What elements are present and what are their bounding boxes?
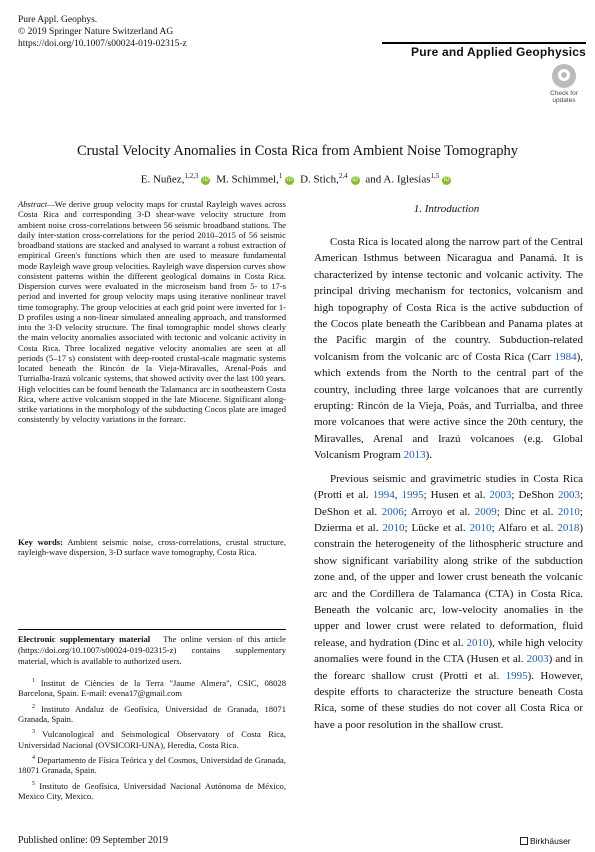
supplementary-material-note	[18, 629, 286, 667]
citation-link[interactable]: 2010	[557, 505, 580, 518]
citation-link[interactable]: 2003	[557, 489, 580, 502]
affiliation-number: 2	[32, 703, 35, 710]
citation-link[interactable]: 2003	[526, 653, 549, 666]
affiliation-item	[18, 702, 286, 725]
affiliation-text: Instituto de Geofísica, Universidad Nacional Autónoma de México, Mexico City, Mexico.	[18, 780, 286, 801]
paragraph-text: ,	[394, 489, 402, 502]
author-affiliation-marker: 1	[278, 172, 283, 180]
orcid-icon[interactable]: iD	[203, 176, 209, 183]
citation-link[interactable]: 1995	[401, 489, 424, 502]
affiliation-number: 4	[32, 755, 35, 762]
author-name: D. Stich,	[300, 173, 339, 186]
paragraph-text: ), which extends from the North to the central part of the country, including three large volcanoes that are currently erupting: Rincón de la Vieja, Poás, and Turrialba, and three more volcanoes that were active since the 20th century, the Miravalles, Arenal and Irazú volcanoes (e.g. Global Volcanism Program	[314, 350, 583, 462]
citation-link[interactable]: 2010	[466, 636, 489, 649]
affiliation-number: 1	[32, 678, 35, 684]
orcid-icon[interactable]: iD	[352, 176, 358, 183]
paragraph-text: ), while high velocity anomalies were found in the CTA (Husen et al.	[314, 636, 583, 666]
paragraph-text: ; Lücke et al.	[404, 521, 470, 534]
affiliation-item	[18, 676, 286, 699]
paragraph-text: ) constrain the heterogeneity of the lithospheric structure and show significant variability along strike of the subduction zone and, of the upper and lower crust beneath the volcanic arc and the Cordillera de Talamanca (CTA) in Costa Rica. Beneath the volcanic arc, low-velocity anomalies in the upper and lower crust were related to deformation, fluid release, and hydration (Dinc et al.	[314, 521, 583, 649]
keywords-text: Ambient seismic noise, cross-correlations, crustal structure, rayleigh-wave dispersion, 3-D surface wave tomography, Costa Rica.	[18, 537, 286, 558]
orcid-icon[interactable]: iD	[287, 176, 293, 183]
paragraph-text: ; DeShon	[511, 489, 558, 502]
affiliation-number: 3	[32, 729, 35, 736]
affiliation-item	[18, 779, 286, 802]
affiliation-text: Vulcanological and Seismological Observatory of Costa Rica, Universidad Nacional (OVSICORI-UNA), Heredia, Costa Rica.	[18, 729, 286, 750]
citation-link[interactable]: 2003	[489, 489, 512, 502]
keywords-label: Key words:	[18, 537, 63, 547]
doi-link[interactable]: https://doi.org/10.1007/s00024-019-02315-z	[18, 39, 187, 49]
esm-label: Electronic supplementary material	[18, 634, 151, 644]
esm-post: ) contains supplementary material, which is available to authorized users.	[18, 645, 286, 666]
copyright-line: © 2019 Springer Nature Switzerland AG	[18, 27, 174, 37]
affiliation-item	[18, 753, 286, 776]
esm-link[interactable]: https://doi.org/10.1007/s00024-019-02315-z	[20, 645, 174, 655]
abstract-text: We derive group velocity maps for crustal Rayleigh waves across Costa Rica and corresponding 3-D shear-wave velocity structure from ambient noise cross-correlations between 56 seismic broadband stations. The daily inter-station cross-correlations for the period 2010–2015 of 56 seismic broadband stations are stacked and analysed to warrant a robust extraction of empirical Green's functions which then are used to measure fundamental mode Rayleigh wave group velocities. Rayleigh wave dispersion curves show consistent patterns within the different geological domains in Costa Rica. Dispersion curves were evaluated in the microseism band from 5- to 17-s period and inverted for group velocity maps using iterative nonlinear travel time tomography. The group velocities at each grid point were inverted for 1-D profiles using a non-linear simulated annealing approach, and transformed into the 3-D velocity structure. The final tomographic model shows clearly the main velocity anomalies associated with tectonic and volcanic activity in Costa Rica. Three localized negative velocity anomalies are seen at all periods (5–17 s) consistent with deep-rooted crustal-scale magmatic systems located beneath the Rincón de la Vieja-Miravalles, Arenal-Poás and Turrialba-Irazú volcanic systems, that showed activity over the last 100 years. High velocities can be found beneath the Talamanca arc in southeastern Costa Rica, where active volcanism stopped in the late Miocene. Significant along-strike variations in the morphology of the subducting Cocos plate are imaged consistently by velocity variations in the forearc.	[18, 199, 286, 425]
intro-paragraph-2	[314, 471, 583, 734]
author-name: M. Schimmel,	[216, 173, 279, 186]
citation-link[interactable]: 2010	[382, 521, 405, 534]
citation-link[interactable]: 1995	[505, 669, 528, 682]
citation-link[interactable]: 2010	[469, 521, 492, 534]
citation-link[interactable]: 2018	[557, 521, 580, 534]
citation-link[interactable]: 2013	[403, 449, 426, 462]
intro-paragraph-1	[314, 234, 583, 464]
article-title: Crustal Velocity Anomalies in Costa Rica from Ambient Noise Tomography	[76, 143, 519, 159]
paragraph-text: ) and in the forearc shallow crust (Protti et al.	[314, 653, 583, 682]
author-name: and A. Iglesias	[365, 173, 431, 186]
journal-name: Pure and Applied Geophysics	[382, 42, 586, 59]
paragraph-text: ; Arroyo et al.	[403, 505, 475, 518]
paragraph-text: ; Dzierma et al.	[314, 505, 583, 534]
paragraph-text: ). However, despite efforts to characterize the structure beneath Costa Rica, some of these studies do not cover all Costa Rica or have a poor resolution in the shallow crust.	[314, 669, 583, 731]
abstract	[18, 199, 286, 425]
check-for-updates-icon	[552, 64, 576, 88]
keywords	[18, 537, 286, 558]
section-heading-introduction: 1. Introduction	[413, 203, 480, 215]
check-for-updates-badge[interactable]: Check for updates	[544, 64, 584, 104]
affiliation-text: Departamento de Física Teórica y del Cosmos, Universidad de Granada, 18071 Granada, Spain.	[18, 754, 286, 776]
published-date: Published online: 09 September 2019	[18, 835, 168, 846]
paragraph-text: ; Husen et al.	[423, 489, 490, 502]
citation-link[interactable]: 1994	[372, 489, 395, 502]
paragraph-text: Previous seismic and gravimetric studies in Costa Rica (Protti et al.	[314, 472, 583, 502]
paragraph-text: ; DeShon et al.	[314, 489, 584, 518]
publisher-logo	[520, 836, 571, 846]
affiliation-item	[18, 727, 286, 750]
affiliation-text: Institut de Ciències de la Terra "Jaume Almera", CSIC, 08028 Barcelona, Spain. E-mail: evena17@gmail.com	[18, 677, 286, 699]
paragraph-text: ; Alfaro et al.	[491, 521, 558, 534]
author-affiliation-marker: 1,2,3	[184, 172, 199, 180]
journal-abbrev: Pure Appl. Geophys.	[18, 15, 98, 25]
introduction-body	[314, 234, 583, 733]
citation-link[interactable]: 2006	[381, 505, 404, 518]
citation-link[interactable]: 1984	[554, 350, 577, 363]
paragraph-text: ; Dinc et al.	[496, 505, 558, 518]
abstract-label: Abstract—	[18, 199, 55, 209]
birkhauser-icon	[520, 837, 528, 845]
paragraph-text: ).	[425, 449, 433, 462]
article-meta	[18, 14, 187, 50]
affiliation-number: 5	[32, 780, 35, 787]
publisher-name: Birkhäuser	[530, 836, 571, 846]
affiliations	[18, 676, 286, 804]
author-name: E. Nuñez,	[140, 173, 185, 186]
citation-link[interactable]: 2009	[474, 505, 497, 518]
esm-pre: The online version of this article (	[18, 634, 286, 655]
orcid-icon[interactable]: iD	[443, 176, 450, 183]
paragraph-text: Costa Rica is located along the narrow part of the Central American Isthmus between Nicaragua and Panamá. It is characterized by intense tectonic and volcanic activity. The principal driving mechanism for tectonics, volcanism and high topography of Costa Rica is the active subduction of the Cocos plate beneath the Caribbean and Panama plates at the Pacific margin of the country. Subduction-related volcanism from the volcanic arc of Costa Rica (Carr	[314, 236, 583, 363]
author-list	[0, 172, 595, 186]
author-affiliation-marker: 1,5	[430, 172, 440, 180]
author-affiliation-marker: 2,4	[338, 172, 348, 180]
affiliation-text: Instituto Andaluz de Geofísica, Universidad de Granada, 18071 Granada, Spain.	[18, 703, 286, 724]
